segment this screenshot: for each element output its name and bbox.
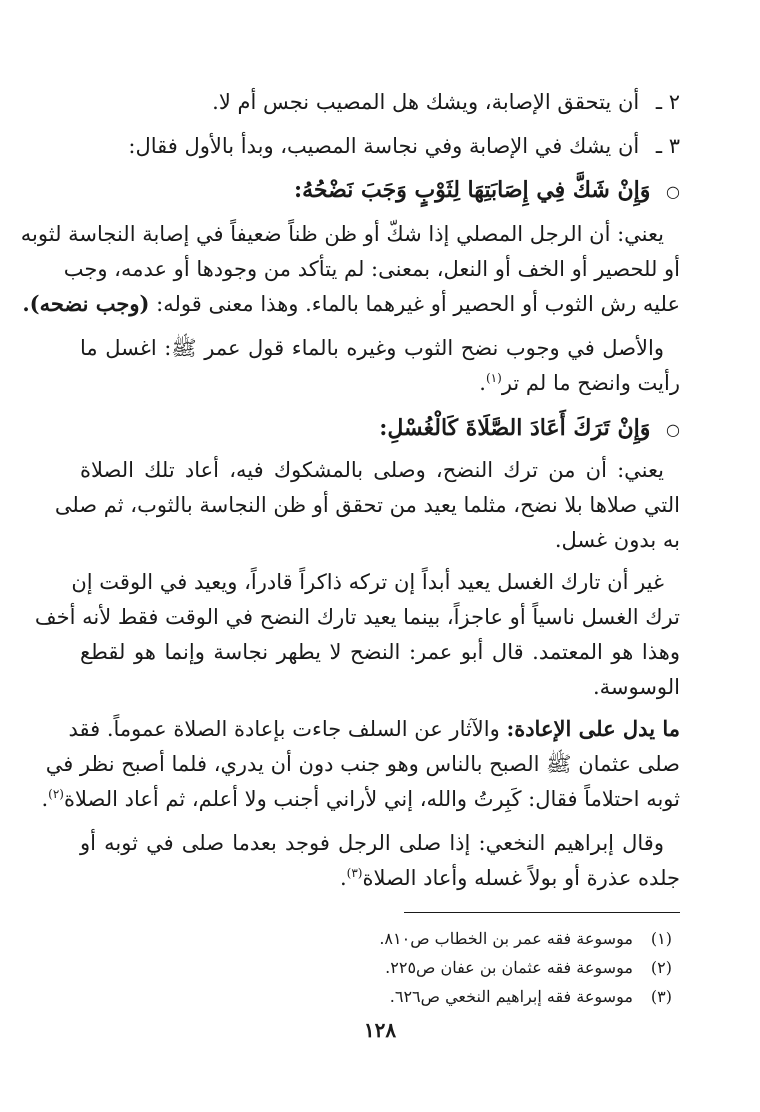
paragraph-line: والأصل في وجوب نضح الثوب وغيره بالماء قول عمر ﷺ: اغسل ما (80, 336, 664, 360)
footnote-ref: (١) (485, 371, 502, 385)
paragraph-line: وهذا هو المعتمد. قال أبو عمر: النضح لا يطهر نجاسة وإنما هو لقطع (80, 640, 680, 664)
footnote-ref: (٣) (346, 866, 363, 880)
paragraph-line (479, 369, 680, 397)
paragraph-line: التي صلاها بلا نضح، مثلما يعيد من تحقق أو ظن النجاسة بالثوب، ثم صلى (54, 493, 680, 517)
verse-heading (379, 414, 680, 444)
verse-text: وَإِنْ تَرَكَ أَعَادَ الصَّلَاةَ كَالْغُسْلِ: (379, 415, 651, 441)
list-item (128, 132, 680, 160)
paragraph-line: يعني: أن الرجل المصلي إذا شكّ أو ظن ظناً ضعيفاً في إصابة النجاسة لثوبه (20, 222, 664, 246)
footnote-text: موسوعة فقه إبراهيم النخعي ص٦٢٦. (389, 987, 633, 1006)
footnote (390, 986, 672, 1008)
paragraph-line (41, 785, 680, 813)
footnote-number: (٣) (650, 987, 672, 1006)
footnote-number: (٢) (650, 958, 672, 977)
footnote-text: موسوعة فقه عمر بن الخطاب ص٨١٠. (379, 929, 633, 948)
footnote-ref: (٢) (48, 787, 64, 801)
paragraph-line: صلى عثمان ﷺ الصبح بالناس وهو جنب دون أن يدري، فلما أصبح نظر في (45, 752, 680, 776)
list-text: أن يشك في الإصابة وفي نجاسة المصيب، وبدأ بالأول فقال: (128, 134, 640, 158)
paragraph-line (68, 715, 680, 743)
verse-heading (294, 176, 680, 206)
period: . (339, 866, 347, 890)
paragraph-text: رأيت وانضح ما لم تر (501, 371, 680, 395)
paragraph-line (340, 864, 680, 892)
paragraph-line: غير أن تارك الغسل يعيد أبداً إن تركه ذاكراً قادراً، ويعيد في الوقت إن (71, 570, 664, 594)
paragraph-line: أو للحصير أو الخف أو النعل، بمعنى: لم يتأكد من وجودها أو عدمه، وجب (63, 257, 680, 281)
section-heading: ما يدل على الإعادة: (506, 716, 680, 741)
verse-text: وَإِنْ شَكَّ فِي إِصَابَتِهَا لِثَوْبٍ وَجَبَ نَضْحُهُ: (294, 177, 651, 203)
paragraph-line: يعني: أن من ترك النضح، وصلى بالمشكوك فيه، أعاد تلك الصلاة (80, 458, 664, 482)
paragraph-line: الوسوسة. (592, 675, 680, 699)
paragraph-text: جلده عذرة أو بولاً غسله وأعاد الصلاة (362, 866, 680, 890)
paragraph-text: عليه رش الثوب أو الحصير أو غيرهما بالماء. وهذا معنى قوله: (156, 292, 680, 316)
paragraph-line: وقال إبراهيم النخعي: إذا صلى الرجل فوجد بعدما صلى في ثوبه أو (80, 831, 664, 855)
list-text: أن يتحقق الإصابة، ويشك هل المصيب نجس أم لا. (212, 90, 640, 114)
paragraph-line: به بدون غسل. (554, 528, 680, 552)
page-number: ١٢٨ (363, 1018, 397, 1042)
list-number: ٢ ـ (655, 90, 680, 114)
footnote-divider (404, 912, 680, 913)
footnote-number: (١) (650, 929, 672, 948)
emphasis-text: (وجب نضحه). (22, 291, 150, 316)
period: . (479, 371, 486, 395)
circle-bullet-icon: ○ (666, 182, 680, 201)
list-number: ٣ ـ (655, 134, 680, 158)
paragraph-line (22, 290, 680, 318)
circle-bullet-icon: ○ (666, 420, 680, 439)
footnote-text: موسوعة فقه عثمان بن عفان ص٢٢٥. (385, 958, 633, 977)
footnote (385, 957, 672, 979)
paragraph-text: ثوبه احتلاماً فقال: كَبِرتُ والله، إني لأراني أجنب ولا أعلم، ثم أعاد الصلاة (63, 787, 680, 811)
paragraph-text: والآثار عن السلف جاءت بإعادة الصلاة عموماً. فقد (68, 717, 500, 741)
paragraph-line: ترك الغسل ناسياً أو عاجزاً، بينما يعيد تارك النضح في الوقت فقط لأنه أخف (34, 605, 680, 629)
period: . (41, 787, 49, 811)
list-item (212, 88, 680, 116)
footnote (379, 928, 672, 950)
